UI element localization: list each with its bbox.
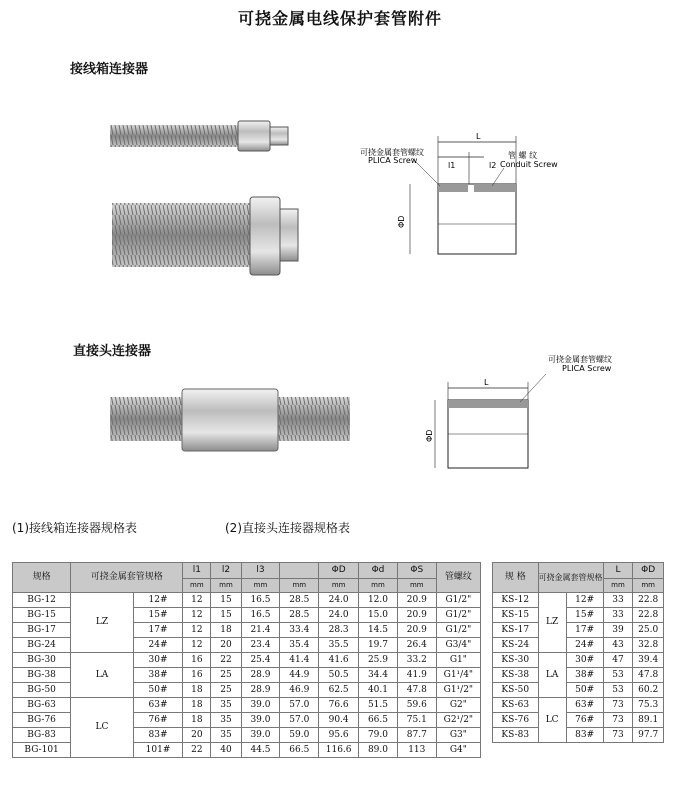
cell-L: 73 [603,698,633,713]
cell-total: 57.0 [280,698,319,713]
cell-d: 40.1 [359,683,398,698]
cell-D: 39.4 [633,653,664,668]
cell-D: 90.4 [319,713,359,728]
table-row [493,668,664,683]
cell-group: LA [71,653,134,698]
cell-l3: 16.5 [241,608,280,623]
cell-l1: 12 [183,608,211,623]
cell-total: 28.5 [280,608,319,623]
cell-l1: 20 [183,728,211,743]
table-row [493,713,664,728]
page-title: 可挠金属电线保护套管附件 [237,9,442,28]
label-plica-en: PLICA Screw [368,156,418,165]
cell-spec: KS-83 [493,728,539,743]
cell-thread: G2" [436,698,480,713]
cell-S: 87.7 [397,728,436,743]
cell-L: 47 [603,653,633,668]
cell-spec: KS-50 [493,683,539,698]
cell-D: 50.5 [319,668,359,683]
cell-l1: 16 [183,668,211,683]
table-row [493,728,664,743]
table-row [13,653,481,668]
cell-D: 41.6 [319,653,359,668]
cell-l2: 18 [211,623,241,638]
section-title-junction-connector: 接线箱连接器 [70,62,149,77]
unit-mm: mm [319,579,359,593]
header-S: ΦS [397,563,436,579]
cell-l1: 12 [183,593,211,608]
cell-thread: G1¹/2" [436,683,480,698]
cell-D: 32.8 [633,638,664,653]
cell-spec: BG-76 [13,713,71,728]
cell-conduit-size: 12# [133,593,183,608]
cell-l1: 22 [183,743,211,758]
cell-D: 22.8 [633,593,664,608]
cell-L: 53 [603,683,633,698]
cell-l2: 35 [211,698,241,713]
header-spec: 规格 [13,563,71,593]
cell-l3: 21.4 [241,623,280,638]
cell-l2: 22 [211,653,241,668]
cell-l2: 40 [211,743,241,758]
cell-conduit-size: 83# [566,728,603,743]
cell-d: 66.5 [359,713,398,728]
cell-S: 33.2 [397,653,436,668]
cell-l3: 25.4 [241,653,280,668]
cell-d: 14.5 [359,623,398,638]
cell-spec: BG-83 [13,728,71,743]
section-title-straight-connector: 直接头连接器 [73,344,152,359]
cell-conduit-size: 24# [133,638,183,653]
cell-L: 53 [603,668,633,683]
cell-D: 22.8 [633,608,664,623]
cell-S: 41.9 [397,668,436,683]
cell-total: 59.0 [280,728,319,743]
dim-D2: ΦD [425,429,434,442]
cell-total: 57.0 [280,713,319,728]
cell-l2: 20 [211,638,241,653]
unit-mm: mm [397,579,436,593]
cell-thread: G1/2" [436,593,480,608]
cell-thread: G2¹/2" [436,713,480,728]
cell-l1: 18 [183,698,211,713]
cell-group: LA [538,653,566,698]
cell-total: 41.4 [280,653,319,668]
cell-L: 73 [603,728,633,743]
cell-conduit-size: 50# [133,683,183,698]
unit-mm: mm [359,579,398,593]
cell-S: 20.9 [397,623,436,638]
cell-d: 25.9 [359,653,398,668]
cell-l2: 35 [211,713,241,728]
cell-d: 12.0 [359,593,398,608]
header-conduit-spec: 可挠金属套管规格 [71,563,183,593]
cell-conduit-size: 76# [566,713,603,728]
cell-conduit-size: 15# [566,608,603,623]
header-D: ΦD [319,563,359,579]
table-row [13,593,481,608]
cell-group: LC [538,698,566,743]
header-spec: 规 格 [493,563,539,593]
table-row [493,593,664,608]
cell-group: LC [71,698,134,758]
dim-l2: l2 [489,161,497,170]
header-l1: l1 [183,563,211,579]
cell-l3: 23.4 [241,638,280,653]
cell-spec: BG-38 [13,668,71,683]
cell-d: 79.0 [359,728,398,743]
cell-spec: BG-24 [13,638,71,653]
cell-conduit-size: 38# [566,668,603,683]
cell-thread: G3/4" [436,638,480,653]
cell-spec: BG-101 [13,743,71,758]
cell-D: 89.1 [633,713,664,728]
cell-l1: 12 [183,638,211,653]
cell-total: 33.4 [280,623,319,638]
cell-spec: BG-63 [13,698,71,713]
cell-l3: 28.9 [241,668,280,683]
dim-L: L [476,132,481,141]
cell-conduit-size: 17# [133,623,183,638]
cell-spec: KS-63 [493,698,539,713]
cell-spec: KS-76 [493,713,539,728]
table1-caption: (1)接线箱连接器规格表 [12,521,137,535]
cell-S: 20.9 [397,593,436,608]
label-conduit-en: Conduit Screw [500,160,558,169]
table-junction-connector-specs [12,562,481,758]
unit-mm: mm [603,579,633,593]
cell-total: 66.5 [280,743,319,758]
cell-spec: BG-15 [13,608,71,623]
header-l3: l3 [241,563,280,579]
cell-l2: 25 [211,683,241,698]
cell-conduit-size: 30# [133,653,183,668]
cell-total: 46.9 [280,683,319,698]
straight-connector-diagram [420,352,620,477]
cell-S: 20.9 [397,608,436,623]
cell-l1: 18 [183,683,211,698]
cell-d: 89.0 [359,743,398,758]
cell-S: 47.8 [397,683,436,698]
label-plica2-en: PLICA Screw [562,364,612,373]
unit-mm: mm [280,579,319,593]
cell-d: 19.7 [359,638,398,653]
table-row [493,638,664,653]
cell-spec: KS-38 [493,668,539,683]
header-thread: 管螺纹 [436,563,480,593]
cell-D: 76.6 [319,698,359,713]
cell-l3: 44.5 [241,743,280,758]
cell-S: 26.4 [397,638,436,653]
cell-spec: BG-30 [13,653,71,668]
cell-L: 73 [603,713,633,728]
cell-conduit-size: 15# [133,608,183,623]
cell-thread: G1/2" [436,608,480,623]
cell-d: 15.0 [359,608,398,623]
header-L: L [603,563,633,579]
cell-thread: G1¹/4" [436,668,480,683]
cell-l2: 25 [211,668,241,683]
cell-group: LZ [538,593,566,653]
cell-spec: BG-50 [13,683,71,698]
cell-spec: KS-30 [493,653,539,668]
cell-L: 33 [603,608,633,623]
cell-total: 44.9 [280,668,319,683]
cell-conduit-size: 76# [133,713,183,728]
label-plica2-cn: 可挠金属套管螺纹 [548,355,612,364]
cell-conduit-size: 38# [133,668,183,683]
table-row [493,653,664,668]
cell-D: 60.2 [633,683,664,698]
cell-spec: BG-17 [13,623,71,638]
cell-thread: G1" [436,653,480,668]
cell-l3: 39.0 [241,698,280,713]
cell-D: 28.3 [319,623,359,638]
table-straight-connector-specs [492,562,664,743]
cell-D: 97.7 [633,728,664,743]
cell-conduit-size: 50# [566,683,603,698]
cell-l2: 15 [211,608,241,623]
leader-line-conduit [492,168,504,186]
label-conduit-cn: 管 螺 纹 [508,151,538,160]
cell-conduit-size: 24# [566,638,603,653]
cell-D: 62.5 [319,683,359,698]
cell-spec: BG-12 [13,593,71,608]
cell-thread: G4" [436,743,480,758]
cell-l3: 39.0 [241,728,280,743]
cell-spec: KS-17 [493,623,539,638]
table-row [493,623,664,638]
cell-D: 95.6 [319,728,359,743]
cell-thread: G3" [436,728,480,743]
cell-l3: 28.9 [241,683,280,698]
cell-l1: 12 [183,623,211,638]
dim-D: ΦD [397,215,406,228]
label-plica-cn: 可挠金属套管螺纹 [360,148,424,157]
cell-L: 33 [603,593,633,608]
junction-connector-photo [110,115,300,285]
cell-conduit-size: 12# [566,593,603,608]
unit-mm: mm [241,579,280,593]
cell-D: 47.8 [633,668,664,683]
cell-S: 59.6 [397,698,436,713]
table-row [493,683,664,698]
dim-l1: l1 [448,161,456,170]
cell-spec: KS-24 [493,638,539,653]
cell-conduit-size: 83# [133,728,183,743]
header-d: Φd [359,563,398,579]
cell-D: 24.0 [319,608,359,623]
cell-l2: 35 [211,728,241,743]
cell-group: LZ [71,593,134,653]
cell-l1: 16 [183,653,211,668]
cell-d: 34.4 [359,668,398,683]
cell-D: 24.0 [319,593,359,608]
cell-D: 116.6 [319,743,359,758]
cell-l2: 15 [211,593,241,608]
cell-total: 35.4 [280,638,319,653]
cell-D: 35.5 [319,638,359,653]
cell-l3: 16.5 [241,593,280,608]
cell-d: 51.5 [359,698,398,713]
cell-conduit-size: 63# [133,698,183,713]
cell-S: 75.1 [397,713,436,728]
table2-caption: (2)直接头连接器规格表 [225,521,350,535]
header-l2: l2 [211,563,241,579]
table-row [13,698,481,713]
cell-D: 75.3 [633,698,664,713]
cell-conduit-size: 101# [133,743,183,758]
cell-spec: KS-12 [493,593,539,608]
unit-mm: mm [633,579,664,593]
cell-conduit-size: 30# [566,653,603,668]
cell-L: 43 [603,638,633,653]
header-blank [280,563,319,579]
cell-total: 28.5 [280,593,319,608]
table-row [493,608,664,623]
cell-l1: 18 [183,713,211,728]
cell-l3: 39.0 [241,713,280,728]
header-D: ΦD [633,563,664,579]
cell-S: 113 [397,743,436,758]
dim-L2: L [484,378,489,387]
header-conduit-spec: 可挠金属套管规格 [538,563,603,593]
unit-mm: mm [211,579,241,593]
junction-connector-diagram [350,128,558,263]
cell-L: 39 [603,623,633,638]
unit-mm: mm [183,579,211,593]
cell-conduit-size: 17# [566,623,603,638]
cell-D: 25.0 [633,623,664,638]
cell-thread: G1/2" [436,623,480,638]
straight-connector-photo [110,385,350,460]
cell-spec: KS-15 [493,608,539,623]
table-row [493,698,664,713]
cell-conduit-size: 63# [566,698,603,713]
